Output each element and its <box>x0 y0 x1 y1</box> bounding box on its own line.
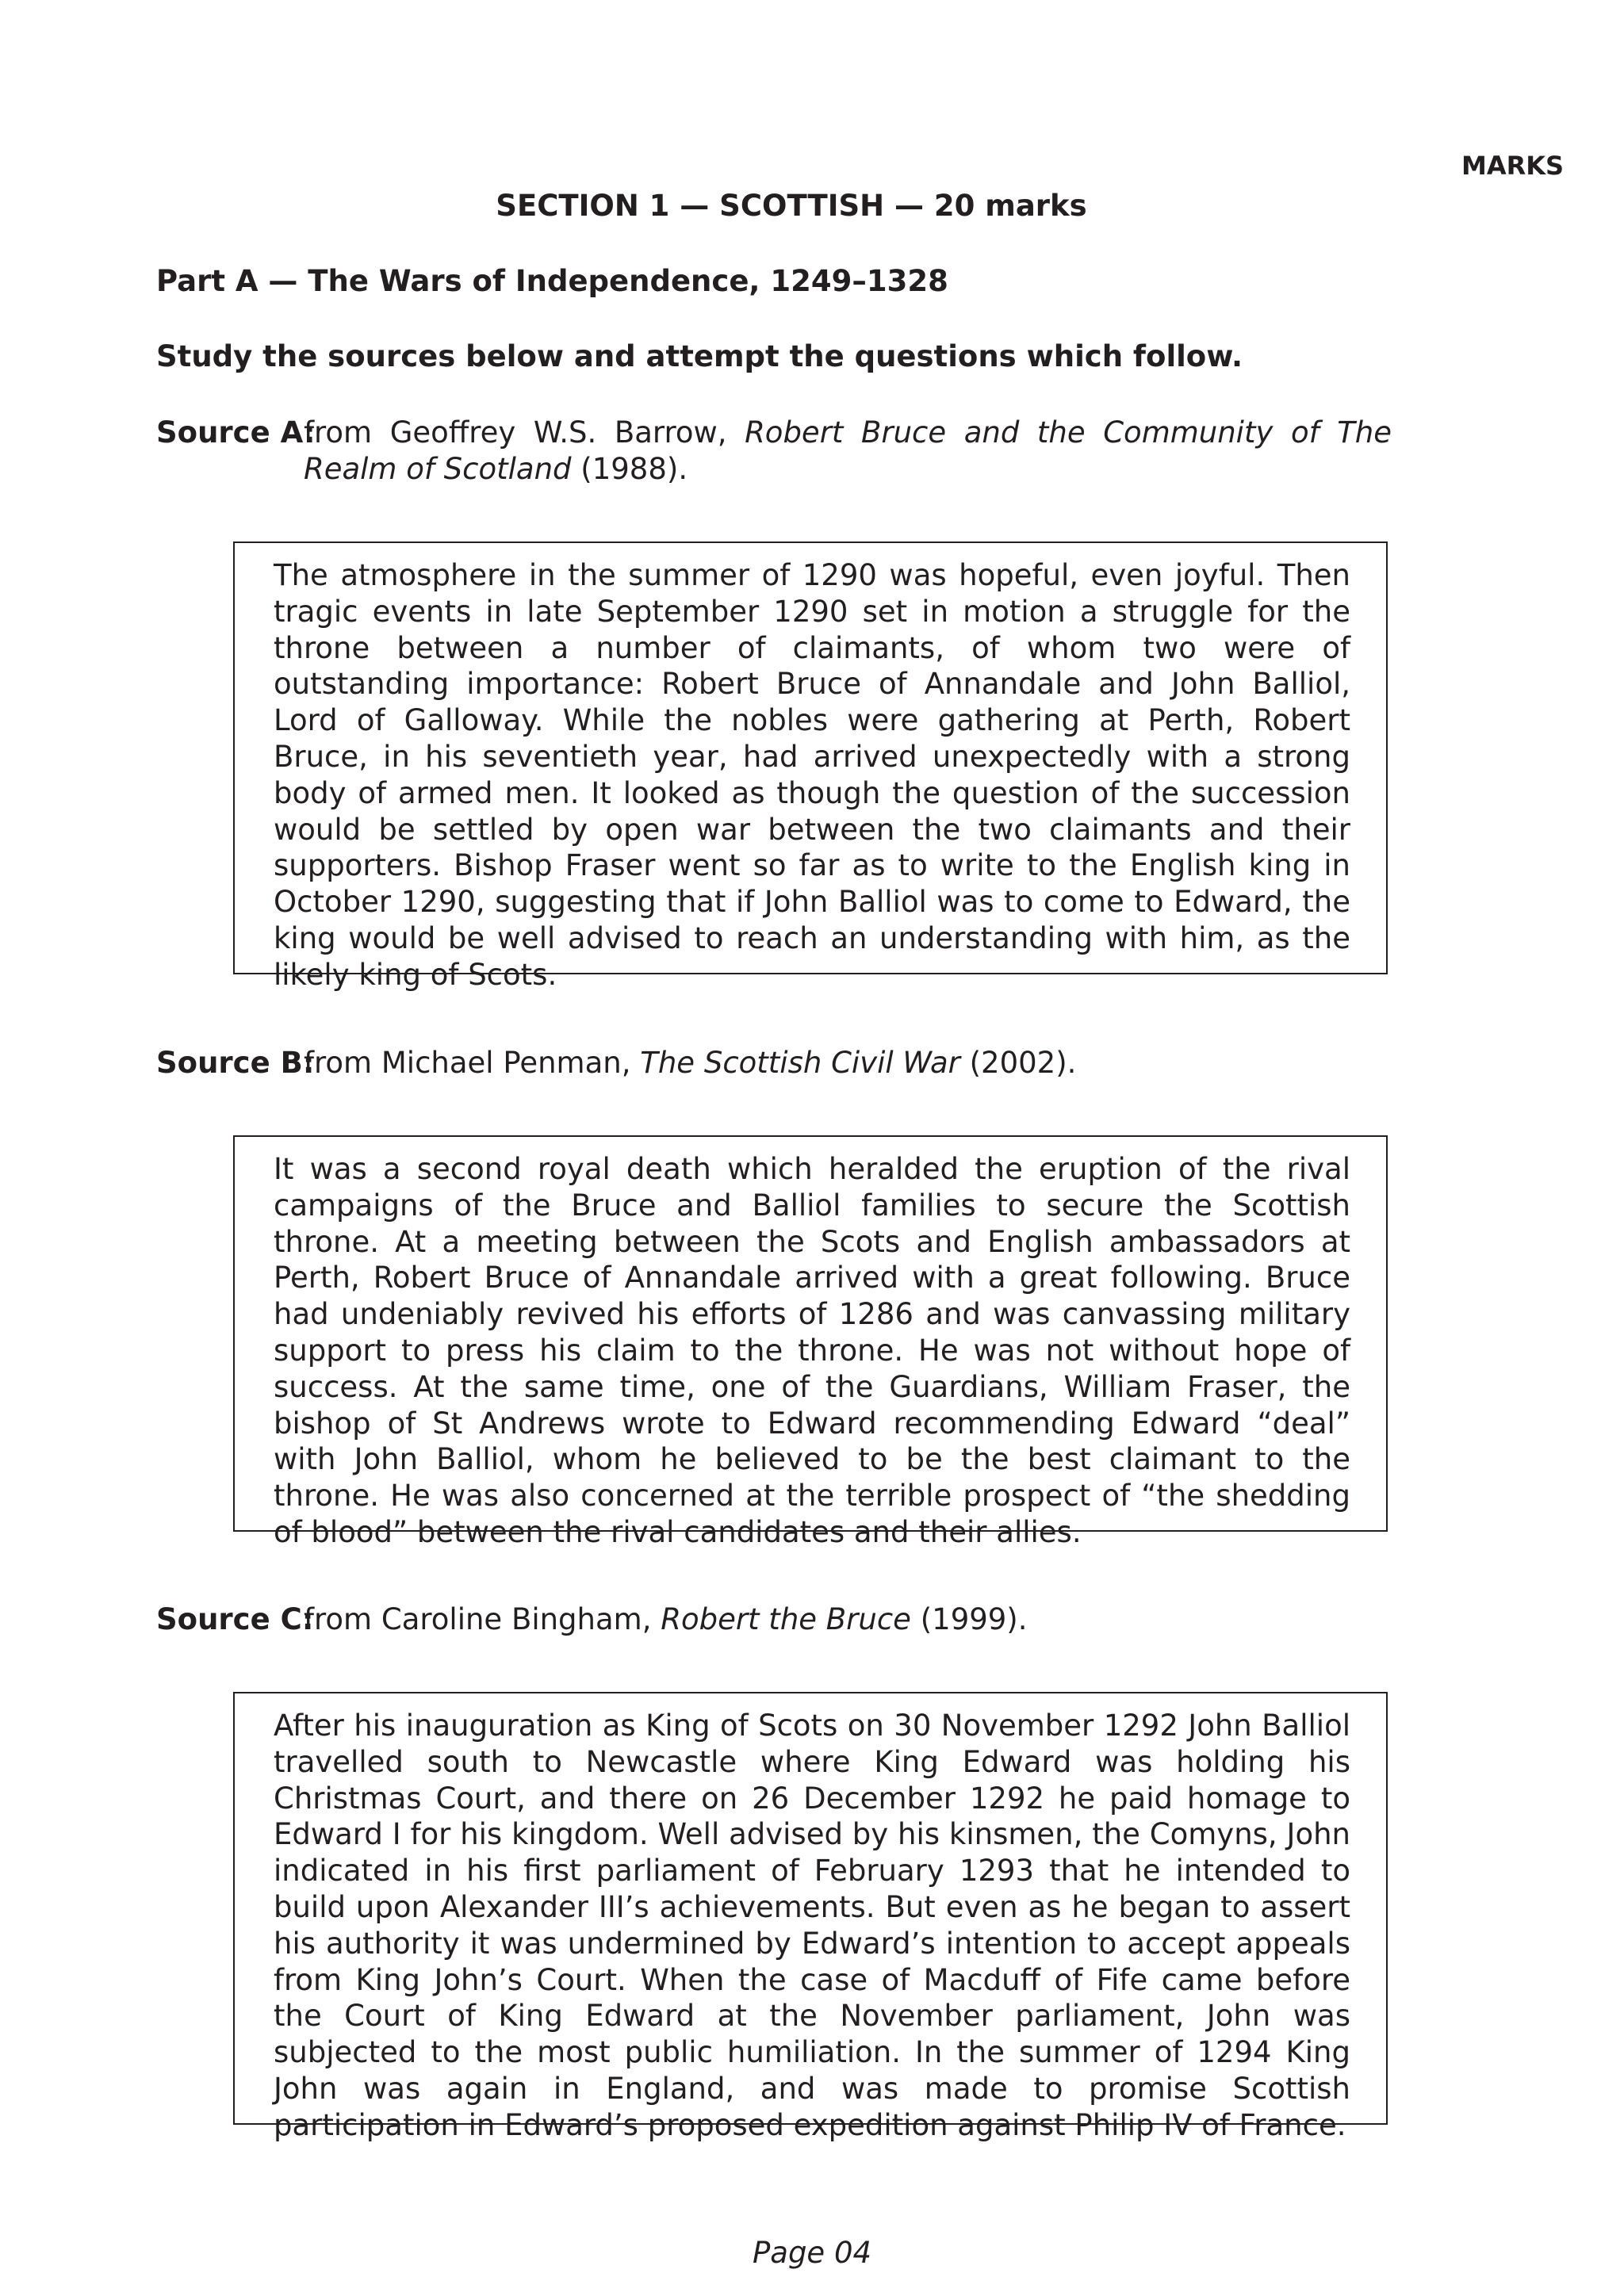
source-c-cite-prefix: from Caroline Bingham, <box>304 1602 661 1636</box>
source-c-label: Source C: <box>156 1602 314 1636</box>
source-c-cite-title: Robert the Bruce <box>661 1602 911 1636</box>
source-a-cite-prefix: from Geoffrey W.S. Barrow, <box>304 415 745 450</box>
section-title: SECTION 1 — SCOTTISH — 20 marks <box>496 189 1087 223</box>
marks-column-header: MARKS <box>1461 151 1565 181</box>
source-a-citation <box>304 415 1392 488</box>
page-number: Page 04 <box>752 2236 872 2270</box>
source-b-cite-suffix: (2002). <box>959 1046 1077 1080</box>
source-a-text: The atmosphere in the summer of 1290 was hopeful, even joyful. Then tragic events in late September 1290 set in motion a struggle for the throne between a number of claimants, of whom two were of outstanding importance: Robert Bruce of Annandale and John Balliol, Lord of Galloway. While the nobles were gathering at Perth, Robert Bruce, in his seventieth year, had arrived unexpectedly with a strong body of armed men. It looked as though the question of the succession would be settled by open war between the two claimants and their supporters. Bishop Fraser went so far as to write to the English king in October 1290, suggesting that if John Balliol was to come to Edward, the king would be well advised to reach an understanding with him, as the likely king of Scots. <box>274 558 1350 992</box>
instructions: Study the sources below and attempt the questions which follow. <box>156 339 1243 373</box>
source-a-cite-title: Robert Bruce and the Community of The Realm of Scotland <box>304 415 1392 486</box>
source-c-citation <box>304 1601 1392 1638</box>
source-c-box <box>233 1692 1388 2142</box>
source-a-cite-suffix: (1988). <box>571 452 688 486</box>
source-b-label: Source B: <box>156 1046 315 1080</box>
source-b-cite-prefix: from Michael Penman, <box>304 1046 641 1080</box>
source-a-box <box>233 541 1388 992</box>
source-b-citation <box>304 1045 1392 1081</box>
source-a-label: Source A: <box>156 415 316 450</box>
part-title: Part A — The Wars of Independence, 1249–1328 <box>156 264 948 298</box>
source-b-text: It was a second royal death which heralded the eruption of the rival campaigns of the Bruce and Balliol families to secure the Scottish throne. At a meeting between the Scots and English ambassadors at Perth, Robert Bruce of Annandale arrived with a great following. Bruce had undeniably revived his efforts of 1286 and was canvassing military support to press his claim to the throne. He was not without hope of success. At the same time, one of the Guardians, William Fraser, the bishop of St Andrews wrote to Edward recommending Edward “deal” with John Balliol, whom he believed to be the best claimant to the throne. He was also concerned at the terrible prospect of “the shedding of blood” between the rival candidates and their allies. <box>274 1152 1350 1549</box>
source-b-box <box>233 1135 1388 1549</box>
source-c-cite-suffix: (1999). <box>910 1602 1028 1636</box>
source-c-text: After his inauguration as King of Scots on 30 November 1292 John Balliol travelled south to Newcastle where King Edward was holding his Christmas Court, and there on 26 December 1292 he paid homage to Edward I for his kingdom. Well advised by his kinsmen, the Comyns, John indicated in his first parliament of February 1293 that he intended to build upon Alexander III’s achievements. But even as he began to assert his authority it was undermined by Edward’s intention to accept appeals from King John’s Court. When the case of Macduff of Fife came before the Court of King Edward at the November parliament, John was subjected to the most public humiliation. In the summer of 1294 King John was again in England, and was made to promise Scottish participation in Edward’s proposed expedition against Philip IV of France. <box>274 1709 1350 2142</box>
source-b-cite-title: The Scottish Civil War <box>640 1046 960 1080</box>
